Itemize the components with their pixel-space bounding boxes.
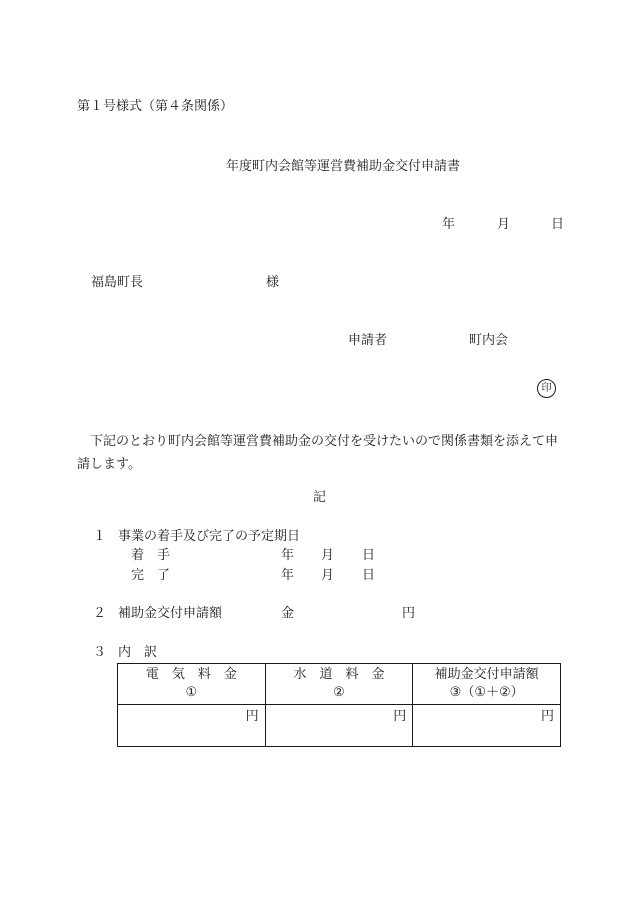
header-electricity-sub: ① [185, 685, 198, 700]
amount-subsidy-unit: 円 [540, 709, 554, 724]
item-2-number: ２ [93, 606, 107, 621]
date-month: 月 [497, 217, 511, 232]
start-day: 日 [362, 548, 376, 563]
applicant-org: 町内会 [469, 333, 509, 348]
header-subsidy-sub: ③（①＋②） [449, 685, 524, 700]
ki-heading: 記 [313, 490, 327, 505]
start-year: 年 [281, 548, 295, 563]
table-header-row [118, 664, 561, 705]
start-label: 着 手 [131, 548, 171, 563]
end-label: 完 了 [131, 568, 171, 583]
start-month: 月 [321, 548, 335, 563]
document-title: 年度町内会館等運営費補助金交付申請書 [226, 159, 461, 174]
item-3-label: 内 訳 [118, 645, 158, 660]
item-2-label: 補助金交付申請額 [118, 606, 223, 621]
item-2-kin: 金 [281, 606, 295, 621]
item-1-number: １ [93, 529, 107, 544]
applicant-label: 申請者 [348, 333, 388, 348]
end-month: 月 [321, 568, 335, 583]
form-number: 第１号様式（第４条関係） [77, 99, 234, 114]
end-day: 日 [362, 568, 376, 583]
addressee-honorific: 様 [266, 275, 280, 290]
item-3-number: ３ [93, 645, 107, 660]
amount-electricity-unit: 円 [245, 709, 259, 724]
addressee-name: 福島町長 [91, 275, 144, 290]
header-water [265, 664, 413, 705]
header-water-title: 水 道 料 金 [293, 667, 385, 682]
breakdown-table [117, 663, 561, 747]
item-1-label: 事業の着手及び完了の予定期日 [118, 529, 301, 544]
item-2-yen: 円 [402, 606, 416, 621]
table-amount-row [118, 705, 561, 747]
header-subsidy [413, 664, 561, 705]
header-electricity-title: 電 気 料 金 [145, 667, 237, 682]
seal-icon: 印 [537, 379, 556, 398]
end-year: 年 [281, 568, 295, 583]
amount-electricity[interactable] [118, 705, 266, 747]
amount-water[interactable] [265, 705, 413, 747]
amount-subsidy[interactable] [413, 705, 561, 747]
header-subsidy-title: 補助金交付申請額 [434, 667, 539, 682]
date-year: 年 [442, 217, 456, 232]
date-day: 日 [551, 217, 565, 232]
body-text: 下記のとおり町内会館等運営費補助金の交付を受けたいので関係書類を添えて申請します。 [77, 434, 559, 472]
header-water-sub: ② [333, 685, 345, 700]
amount-water-unit: 円 [393, 709, 407, 724]
header-electricity [118, 664, 266, 705]
